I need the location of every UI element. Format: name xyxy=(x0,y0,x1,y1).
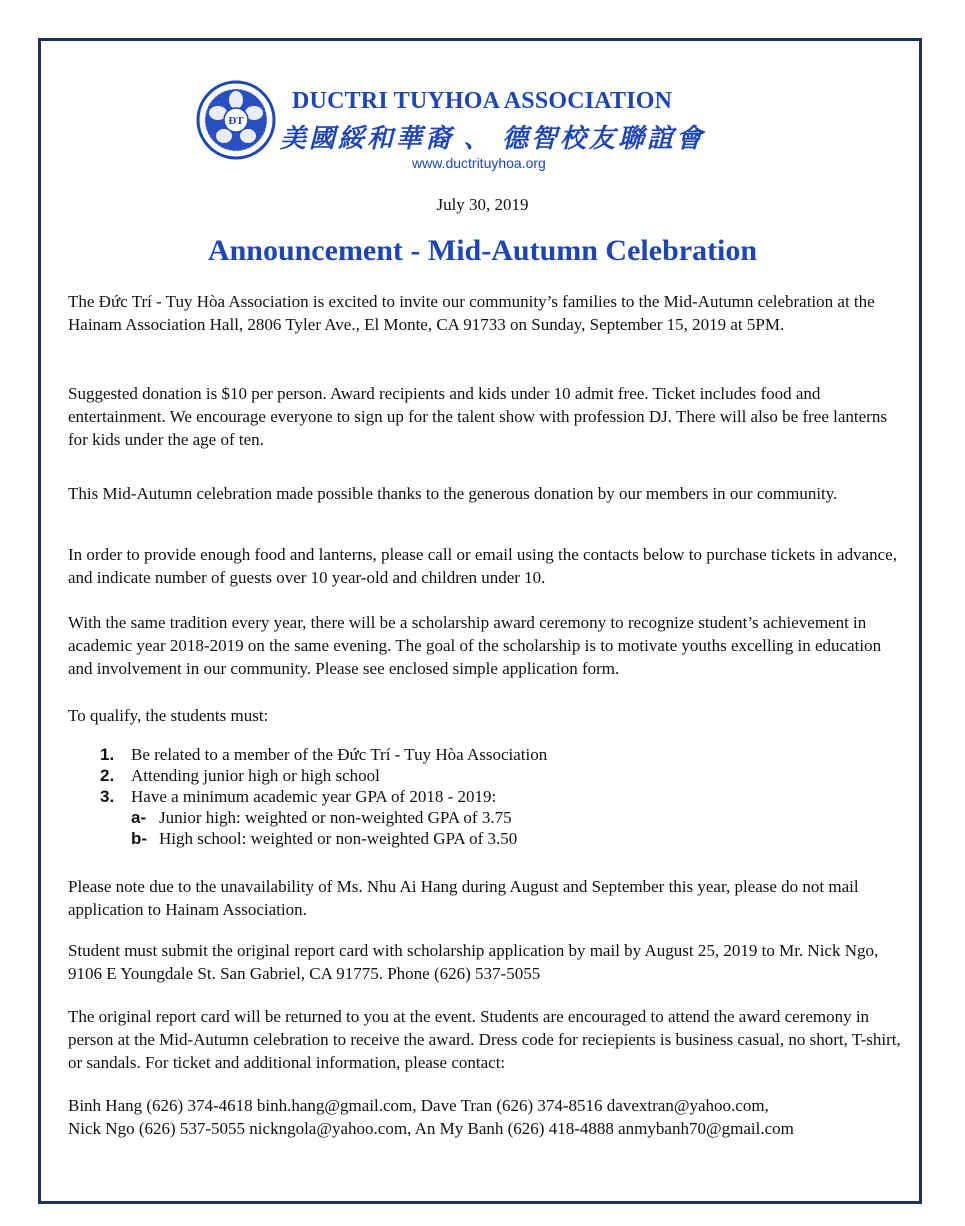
qualify-intro: To qualify, the students must: xyxy=(68,706,269,725)
list-marker: b- xyxy=(131,829,148,848)
letterhead xyxy=(196,78,756,178)
submit-paragraph: Student must submit the original report card with scholarship application by mail by August 25, 2019 to Mr. Nick Ngo, 9106 E Youngdale St. San Gabriel, CA 91775. Phone (626) 537-5055 xyxy=(68,941,879,983)
announcement-title: Announcement - Mid-Autumn Celebration xyxy=(207,234,758,267)
list-marker: 1. xyxy=(100,745,115,764)
intro-paragraph: The Đức Trí - Tuy Hòa Association is excited to invite our community’s families to the Mid-Autumn celebration at the Hainam Association Hall, 2806 Tyler Ave., El Monte, CA 91733 on Sunday, September 15, 2019 at 5PM. xyxy=(68,292,875,334)
gpa-sublist xyxy=(131,807,547,849)
list-item xyxy=(100,786,547,849)
list-item xyxy=(100,744,547,765)
list-item xyxy=(131,807,547,828)
tickets-paragraph: In order to provide enough food and lanterns, please call or email using the contacts below to purchase tickets in advance, and indicate number of guests over 10 year-old and children under 10. xyxy=(68,545,897,587)
logo-initials: ĐT xyxy=(228,115,244,127)
list-item xyxy=(131,828,547,849)
association-logo-icon xyxy=(196,80,276,160)
scholarship-paragraph: With the same tradition every year, there will be a scholarship award ceremony to recognize student’s achievement in academic year 2018-2019 on the same evening. The goal of the scholarship is to motivate youths excelling in education and involvement in our community. Please see enclosed simple application form. xyxy=(68,613,882,678)
thanks-paragraph: This Mid-Autumn celebration made possible thanks to the generous donation by our members in our community. xyxy=(68,484,838,503)
list-item-text: High school: weighted or non-weighted GPA of 3.50 xyxy=(159,829,518,848)
org-chinese-name: 美國綏和華裔 、 德智校友聯誼會 xyxy=(280,124,706,153)
website-link[interactable]: www.ductrituyhoa.org xyxy=(412,155,546,171)
requirements-list xyxy=(100,744,547,849)
note-paragraph: Please note due to the unavailability of Ms. Nhu Ai Hang during August and September this year, please do not mail application to Hainam Association. xyxy=(68,877,859,919)
list-item-text: Junior high: weighted or non-weighted GPA of 3.75 xyxy=(159,808,512,827)
list-item-text: Have a minimum academic year GPA of 2018 - 2019: xyxy=(131,787,497,806)
donation-paragraph: Suggested donation is $10 per person. Award recipients and kids under 10 admit free. Ticket includes food and entertainment. We encourage everyone to sign up for the talent show with profession DJ. There will also be free lanterns for kids under the age of ten. xyxy=(68,384,887,449)
list-item xyxy=(100,765,547,786)
org-name: DUCTRI TUYHOA ASSOCIATION xyxy=(292,88,673,114)
letter-date: July 30, 2019 xyxy=(436,195,529,214)
list-item-text: Be related to a member of the Đức Trí - Tuy Hòa Association xyxy=(131,745,548,764)
contacts-line-2: Nick Ngo (626) 537-5055 nickngola@yahoo.com, An My Banh (626) 418-4888 anmybanh70@gmail.com xyxy=(68,1119,794,1138)
list-item-text: Attending junior high or high school xyxy=(131,766,380,785)
list-marker: a- xyxy=(131,808,147,827)
list-marker: 3. xyxy=(100,787,115,806)
return-paragraph: The original report card will be returned to you at the event. Students are encouraged to attend the award ceremony in person at the Mid-Autumn celebration to receive the award. Dress code for reciepients is business casual, no short, T-shirt, or sandals. For ticket and additional information, please contact: xyxy=(68,1007,901,1072)
list-marker: 2. xyxy=(100,766,115,785)
contacts-line-1: Binh Hang (626) 374-4618 binh.hang@gmail.com, Dave Tran (626) 374-8516 davextran@yahoo.com, xyxy=(68,1096,769,1115)
